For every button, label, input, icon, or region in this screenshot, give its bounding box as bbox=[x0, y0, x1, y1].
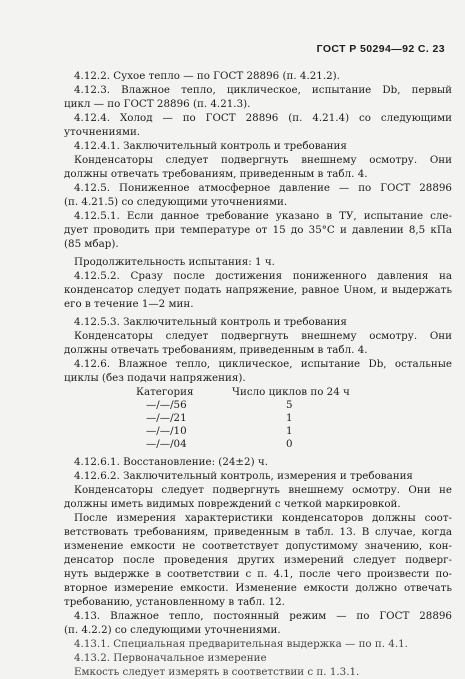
text-line: 4.12.4. Холод — по ГОСТ 28896 (п. 4.21.4) со следующими bbox=[74, 112, 452, 124]
text-line: должны отвечать требованиям, приведенным в табл. 4. bbox=[64, 168, 368, 180]
text-line: 4.12.6.2. Заключительный контроль, измерения и требования bbox=[74, 470, 413, 482]
text-line: должны иметь видимых повреждений с четкой маркировкой. bbox=[64, 498, 401, 510]
text-line: должны отвечать требованиям, приведенным в табл. 4. bbox=[64, 344, 368, 356]
text-line: 4.12.5. Пониженное атмосферное давление — по ГОСТ 28896 bbox=[74, 182, 452, 194]
text-line: 4.12.4.1. Заключительный контроль и требования bbox=[74, 140, 347, 152]
table-cell-category: —/—/10 bbox=[146, 425, 187, 437]
text-line: нуть выдержке в соответствии с п. 4.1, после чего произвести по- bbox=[64, 568, 452, 580]
text-line: 4.12.6. Влажное тепло, циклическое, испытание Db, остальные bbox=[74, 358, 452, 370]
text-line: циклы (без подачи напряжения). bbox=[64, 372, 246, 384]
text-line: (п. 4.2.2) со следующими уточнениями. bbox=[64, 624, 281, 636]
document-body bbox=[64, 69, 452, 679]
text-line: 4.13.1. Специальная предварительная выдержка — по п. 4.1. bbox=[74, 638, 408, 650]
text-line: После измерения характеристики конденсаторов должны соот- bbox=[74, 512, 452, 524]
text-line: Конденсаторы следует подвергнуть внешнему осмотру. Они bbox=[74, 330, 452, 342]
text-line: дует проводить при температуре от 15 до 35°С и давлении 8,5 кПа bbox=[64, 224, 452, 236]
page-header: ГОСТ Р 50294—92 С. 23 bbox=[316, 43, 445, 55]
table-cell-cycles: 5 bbox=[286, 399, 293, 411]
text-line: 4.12.2. Сухое тепло — по ГОСТ 28896 (п. 4.21.2). bbox=[74, 70, 340, 82]
table-cell-category: —/—/04 bbox=[146, 438, 187, 450]
table-row bbox=[64, 399, 452, 412]
text-line: (п. 4.21.5) со следующими уточнениями. bbox=[64, 196, 288, 208]
table-row bbox=[64, 438, 452, 451]
text-line: 4.13. Влажное тепло, постоянный режим — по ГОСТ 28896 bbox=[74, 610, 452, 622]
text-line: 4.13.2. Первоначальное измерение bbox=[74, 652, 267, 664]
table-cell-cycles: 1 bbox=[286, 412, 293, 424]
text-line: 4.12.5.2. Сразу после достижения пониженного давления на bbox=[74, 270, 452, 282]
table-cell-cycles: 0 bbox=[286, 438, 293, 450]
text-line: его в течение 1—2 мин. bbox=[64, 298, 194, 310]
text-line: Продолжительность испытания: 1 ч. bbox=[74, 256, 275, 268]
table-cell-cycles: 1 bbox=[286, 425, 293, 437]
text-line: Конденсаторы следует подвергнуть внешнему осмотру. Они не bbox=[74, 484, 452, 496]
text-line: требованию, установленному в табл. 12. bbox=[64, 596, 285, 608]
table-row bbox=[64, 412, 452, 425]
text-line: 4.12.5.1. Если данное требование указано в ТУ, испытание сле- bbox=[74, 210, 452, 222]
table-header-category: Категория bbox=[136, 386, 194, 398]
table-cell-category: —/—/21 bbox=[146, 412, 187, 424]
text-line: вторное измерение емкости. Изменение емкости должно отвечать bbox=[64, 582, 452, 594]
text-line: денсатор после проведения других измерений следует подверг- bbox=[64, 554, 452, 566]
text-line: цикл — по ГОСТ 28896 (п. 4.21.3). bbox=[64, 98, 251, 110]
table-cell-category: —/—/56 bbox=[146, 399, 187, 411]
table-header-cycles: Число циклов по 24 ч bbox=[232, 386, 350, 398]
text-line: конденсатор следует подать напряжение, равное Uном, и выдержать bbox=[64, 284, 452, 296]
text-line: изменение емкости не соответствует допустимому значению, кон- bbox=[64, 540, 452, 552]
table-row bbox=[64, 425, 452, 438]
text-line: 4.12.3. Влажное тепло, циклическое, испытание Db, первый bbox=[74, 84, 452, 96]
text-line: 4.12.5.3. Заключительный контроль и требования bbox=[74, 316, 347, 328]
table-header-row bbox=[64, 386, 452, 399]
text-line: Конденсаторы следует подвергнуть внешнему осмотру. Они bbox=[74, 154, 452, 166]
text-line: уточнениями. bbox=[64, 126, 141, 138]
cycles-table bbox=[64, 386, 452, 451]
text-line: 4.12.6.1. Восстановление: (24±2) ч. bbox=[74, 456, 268, 468]
text-line: (85 мбар). bbox=[64, 238, 119, 250]
text-line: Емкость следует измерять в соответствии с п. 1.3.1. bbox=[74, 666, 360, 678]
text-line: ветствовать требованиям, приведенным в табл. 13. В случае, когда bbox=[64, 526, 452, 538]
